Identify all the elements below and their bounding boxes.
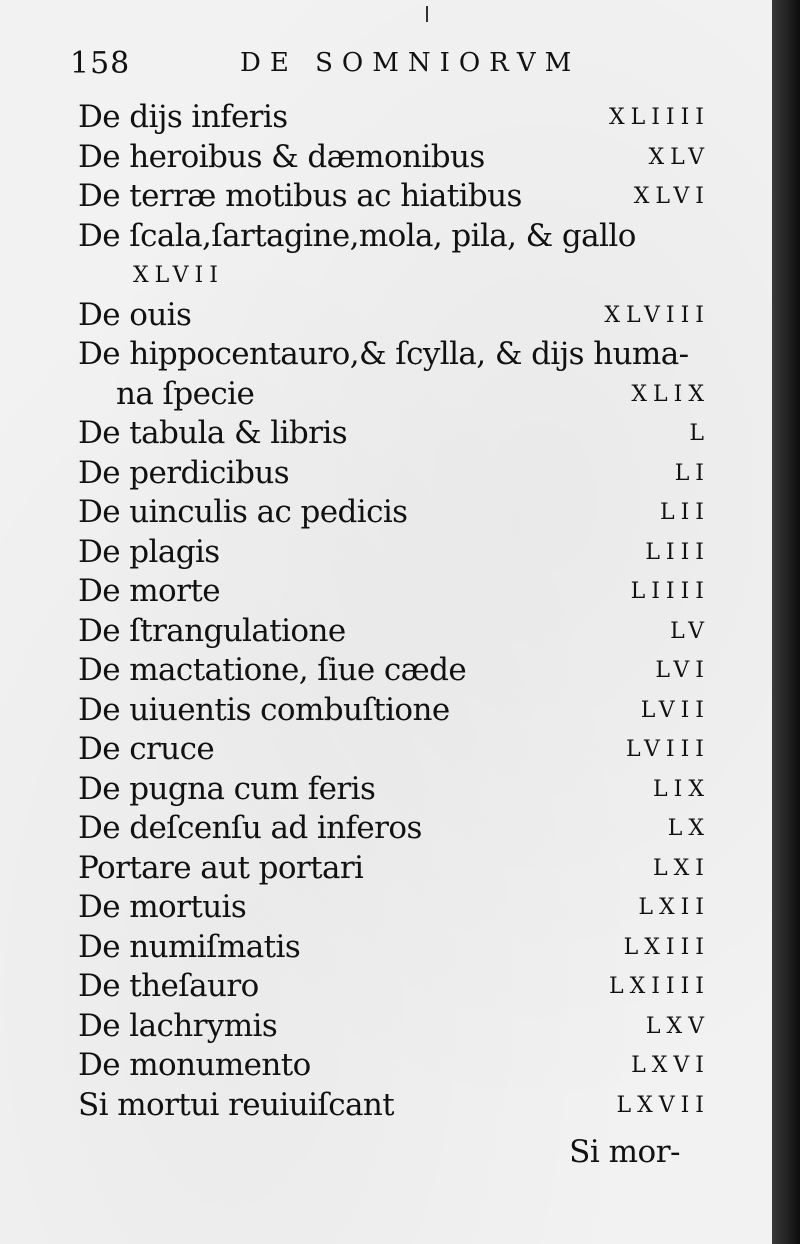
entry-title: De numiſmatis (78, 928, 301, 965)
catchword: Si mor- (569, 1134, 680, 1170)
entry-title: Portare aut portari (78, 849, 364, 886)
entry-title: De heroibus & dæmonibus (78, 138, 485, 175)
entry-title: De pugna cum feris (78, 770, 376, 807)
entry-title: De hippocentauro,& ſcylla, & dijs huma- (78, 336, 689, 372)
index-entry (78, 256, 710, 296)
entry-number: LXIII (623, 934, 710, 960)
index-entry (78, 691, 710, 731)
entry-number: LXV (645, 1013, 710, 1039)
index-entry (78, 217, 710, 257)
index-entry (78, 1046, 710, 1086)
index-entry (78, 454, 710, 494)
index-entry (78, 572, 710, 612)
index-entry (78, 296, 710, 336)
entry-number: LXIIII (608, 974, 710, 999)
entry-number: LVIII (626, 737, 710, 762)
entry-number: XLVIII (604, 302, 710, 328)
index-entry (78, 375, 710, 415)
entry-title: De ſtrangulatione (78, 612, 346, 649)
index-entry (78, 98, 710, 138)
entry-title: na ſpecie (116, 375, 255, 412)
ink-mark (426, 6, 428, 22)
entry-title: De mortuis (78, 889, 247, 925)
page-edge-shadow (772, 0, 800, 1244)
entry-number: XLIX (631, 381, 710, 407)
entry-number: LIII (645, 539, 710, 565)
index-entry (78, 177, 710, 217)
entry-title: De uinculis ac pedicis (78, 494, 408, 530)
entry-number: LIIII (630, 579, 710, 604)
entry-number: LVII (640, 697, 710, 723)
entry-number: LIX (653, 776, 710, 802)
index-list (78, 98, 710, 1125)
index-entry (78, 928, 710, 968)
entry-number: LI (674, 460, 710, 486)
entry-title: De ouis (78, 296, 192, 333)
entry-title: De morte (78, 573, 220, 609)
entry-title: De perdicibus (78, 454, 290, 491)
entry-title: De terræ motibus ac hiatibus (78, 178, 522, 214)
entry-number: XLVI (633, 184, 710, 209)
index-entry (78, 1007, 710, 1047)
entry-number: LII (660, 500, 710, 525)
entry-title: De theſauro (78, 968, 259, 1004)
entry-title: De dijs inferis (78, 99, 288, 135)
running-title: DE SOMNIORVM (240, 48, 581, 78)
entry-title: De tabula & libris (78, 415, 348, 451)
index-entry (78, 533, 710, 573)
index-entry (78, 730, 710, 770)
index-entry (78, 493, 710, 533)
index-entry (78, 138, 710, 178)
entry-number: LV (670, 618, 710, 644)
entry-title: De ſcala,ſartagine,mola, pila, & gallo (78, 217, 636, 254)
page-header (70, 46, 630, 86)
index-entry (78, 849, 710, 889)
entry-number: XLVII (133, 263, 224, 288)
entry-number: XLV (648, 144, 710, 170)
entry-title: De cruce (78, 731, 215, 767)
index-entry (78, 335, 710, 375)
index-entry (78, 770, 710, 810)
index-entry (78, 1086, 710, 1126)
index-entry (78, 612, 710, 652)
entry-number: LXVI (631, 1053, 710, 1078)
page-number: 158 (70, 46, 131, 81)
entry-number: LXVII (616, 1092, 710, 1118)
entry-number: XLIIII (608, 105, 710, 130)
entry-number: LXII (638, 895, 710, 920)
entry-title: De mactatione, ſiue cæde (78, 652, 467, 688)
entry-number: LVI (655, 658, 710, 683)
index-entry (78, 809, 710, 849)
entry-title: De uiuentis combuſtione (78, 691, 450, 728)
entry-title: De monumento (78, 1047, 311, 1083)
entry-title: Si mortui reuiuiſcant (78, 1086, 395, 1123)
entry-title: De plagis (78, 533, 220, 570)
index-entry (78, 888, 710, 928)
entry-number: LX (667, 816, 710, 841)
index-entry (78, 414, 710, 454)
entry-title: De deſcenſu ad inferos (78, 810, 422, 846)
entry-number: L (689, 421, 710, 446)
entry-title: De lachrymis (78, 1007, 278, 1044)
index-entry (78, 651, 710, 691)
entry-number: LXI (653, 855, 710, 881)
index-entry (78, 967, 710, 1007)
